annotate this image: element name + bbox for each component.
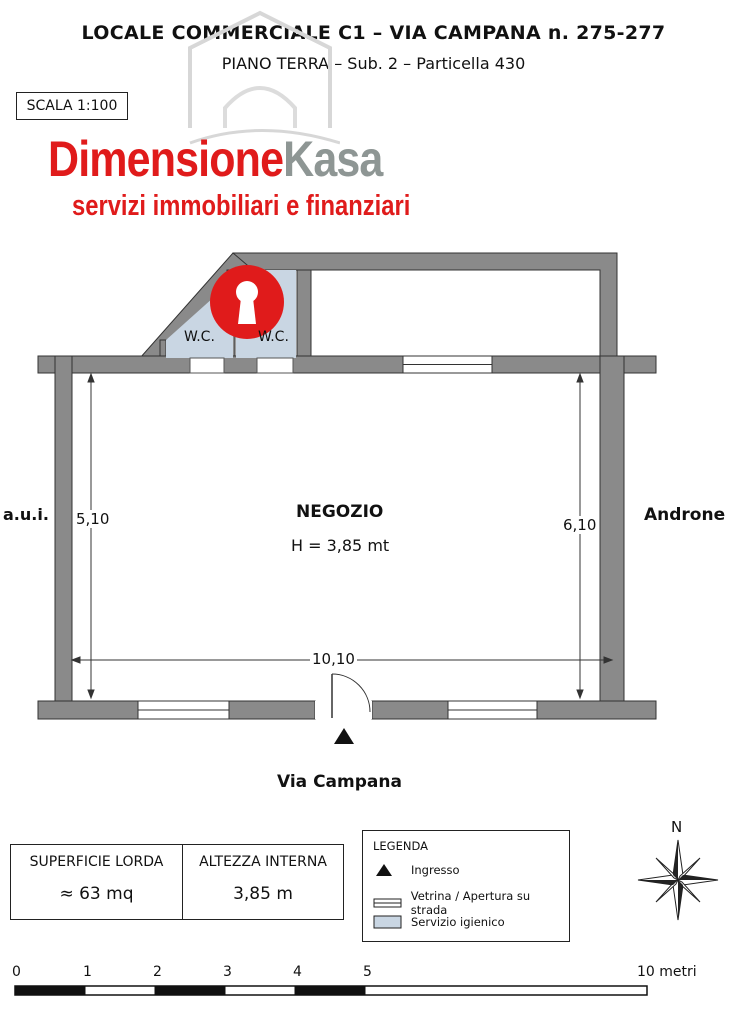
area-cell (11, 845, 183, 919)
plan-subtitle: PIANO TERRA – Sub. 2 – Particella 430 (221, 54, 526, 73)
entrance-triangle-icon (373, 863, 395, 877)
floor-plan (0, 240, 747, 760)
compass-north-label: N (671, 818, 683, 836)
compass-rose-icon (636, 838, 720, 922)
scale-label-3: 3 (223, 964, 232, 980)
street-label: Via Campana (277, 772, 402, 792)
wc-label-2: W.C. (258, 329, 289, 345)
logo-wordmark (48, 130, 382, 188)
height-value: 3,85 m (233, 884, 293, 904)
entrance-triangle-icon (334, 728, 354, 744)
window-south-right (448, 701, 537, 719)
logo-tagline: servizi immobiliari e finanziari (72, 190, 411, 222)
window-south-left (138, 701, 229, 719)
watermark-house-icon (180, 8, 340, 148)
height-cell (183, 845, 343, 919)
scale-label-1: 1 (83, 964, 92, 980)
legend-label: Ingresso (411, 863, 460, 877)
scale-box: SCALA 1:100 (16, 92, 128, 120)
legend (362, 830, 570, 942)
dimension-left: 5,10 (76, 510, 110, 528)
info-table (10, 844, 344, 920)
scale-label-2: 2 (153, 964, 162, 980)
height-header: ALTEZZA INTERNA (199, 854, 327, 870)
legend-item-window (373, 889, 569, 917)
room-name: NEGOZIO (296, 502, 384, 522)
room-height: H = 3,85 mt (291, 536, 390, 555)
scale-label-5: 5 (363, 964, 372, 980)
right-neighbor-label: Androne (644, 505, 726, 525)
legend-item-bathroom (373, 915, 505, 929)
logo-brand-part1: Dimensione (48, 131, 284, 187)
window-icon (373, 897, 403, 909)
legend-item-entrance (373, 863, 460, 877)
legend-label: Servizio igienico (411, 915, 505, 929)
plan-title: LOCALE COMMERCIALE C1 – VIA CAMPANA n. 275-277 (81, 22, 666, 44)
legend-label: Vetrina / Apertura su strada (410, 889, 531, 917)
scale-label-0: 0 (12, 964, 21, 980)
logo-brand-part2: Kasa (283, 131, 383, 187)
scale-bar (14, 984, 654, 998)
area-header: SUPERFICIE LORDA (29, 854, 164, 870)
wc-label-1: W.C. (184, 329, 215, 345)
left-neighbor-label: a.u.i. (3, 505, 49, 524)
dimension-width: 10,10 (312, 650, 355, 668)
window-north (403, 356, 492, 373)
dimension-right: 6,10 (563, 516, 597, 534)
legend-title: LEGENDA (373, 839, 428, 853)
bathroom-swatch-icon (373, 915, 403, 929)
entrance-door (315, 674, 372, 719)
scale-label-10: 10 metri (637, 964, 697, 980)
scale-label-4: 4 (293, 964, 302, 980)
area-value: ≈ 63 mq (59, 884, 134, 904)
